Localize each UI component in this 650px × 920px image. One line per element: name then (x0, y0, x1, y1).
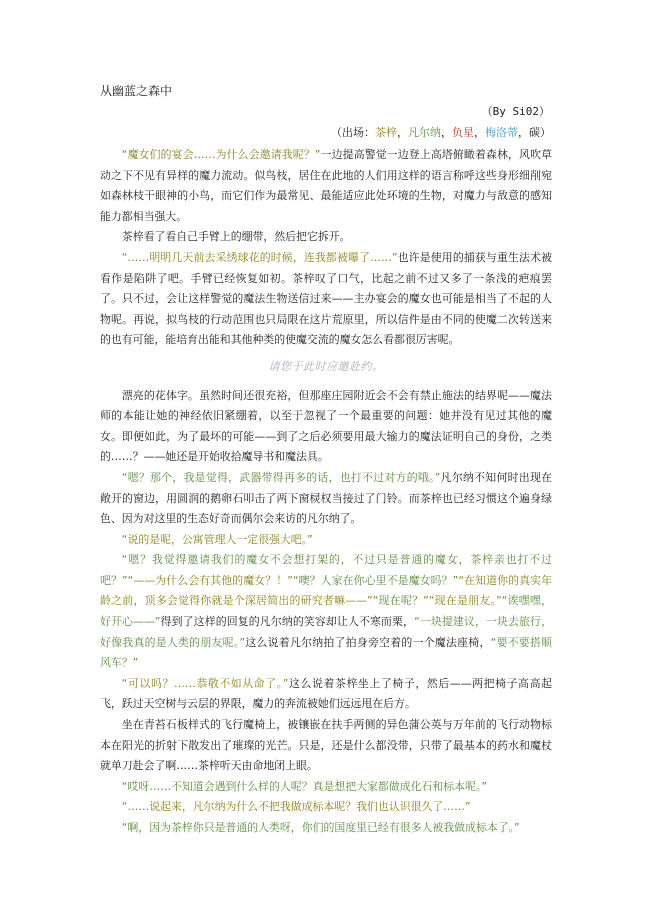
invitation-script-line: 请您于此时应邀赴约。 (268, 359, 384, 373)
dialogue-fuerna: “嗯？那个，我是觉得，武器带得再多的话，也打不过对方的哦。” (121, 470, 441, 484)
dialogue-chazi: “……明明几天前去采绣球花的时候，连我都被曝了……” (121, 250, 398, 264)
cast-chazi: 茶梓 (375, 126, 397, 139)
cast-meiluodi: 梅洛蒂 (485, 126, 518, 139)
narration: 一边提高警觉一边登上高塔俯瞰着森林，风吹草动之下不见有异样的魔力流动。似鸟枝，居住在此地的人们用这样的语言称呼这些身形细削宛如森林枝干眼神的小鸟，而它们作为最常见、最能适应此处环境的生物，对魔力与敌意的感知能力都相当强大。 (100, 148, 552, 223)
narration: 得到了这样的回复的凡尔纳的笑容却让人不寒而栗， (160, 615, 415, 629)
narration: 也许是使用的捕获与重生法术被看作是陷阱了吧。手臂已经恢复如初。茶梓叹了口气，比起之前不过又多了一条浅的疤痕罢了。只不过，会让这样警觉的魔法生物送信过来——主办宴会的魔女也可能是相当了不起的人物呢。再说，拟鸟枝的行动范围也只局限在这片荒原里，所以信件是由不同的使魔二次转送来的也有可能，能培育出能和其他种类的使魔交流的魔女怎么看都很厉害呢。 (100, 250, 552, 347)
paragraph (100, 674, 552, 715)
paragraph (100, 248, 552, 351)
paragraph (100, 550, 552, 674)
paragraph (100, 145, 552, 227)
dialogue-chazi: “可以吗？……恭敬不如从命了。” (121, 676, 289, 690)
cast-prefix: （出场： (331, 126, 375, 139)
story-title: 从幽蓝之森中 (100, 84, 173, 98)
dialogue-chazi: “——为什么会有其他的魔女？！” (127, 573, 293, 587)
paragraph: 茶梓看了看自己手臂上的绷带，然后把它拆开。 (121, 230, 351, 244)
dialogue-fuerna: “现在呢？” (372, 594, 429, 608)
dialogue-chazi: “……说起来，凡尔纳为什么不把我做成标本呢？我们也认识很久了……” (121, 800, 471, 814)
cast-suffix: ） (540, 126, 551, 139)
dialogue-fuerna: “一块提建议，一块去旅行，好像我真的是人类的朋友呢。” (100, 615, 552, 649)
paragraph: 坐在青苔石板样式的飞行魔椅上，被镶嵌在扶手两侧的异色蒲公英与万年前的飞行动物标本在阳光的折射下散发出了璀璨的光芒。只是，还是什么都没带，只带了最基本的药水和魔杖就单刀赴会了啊……茶梓听天由命地闭上眼。 (100, 718, 552, 773)
narration: 凡尔纳不知何时出现在敞开的窗边，用圆润的鹅卵石叩击了两下窗棂权当接过了门铃。而茶梓也已经习惯这个遍身绿色、因为对这里的生态好奇而偶尔会来访的凡尔纳了。 (100, 470, 552, 526)
dialogue-fuerna: “要不要搭顺风车？” (100, 635, 552, 670)
dialogue-chazi: “魔女们的宴会……为什么会邀请我呢？” (121, 148, 321, 161)
author-byline: （By Si02） (481, 105, 550, 118)
dialogue-chazi: “在知道你的真实年龄之前，顶多会觉得你就是个深居简出的研究者嘛——” (100, 573, 552, 608)
cast-fuxing: 负星 (452, 126, 474, 139)
cast-list: （出场：茶梓，凡尔纳，负星，梅洛蒂，碳） (331, 126, 551, 139)
dialogue-chazi: “现在是朋友。” (428, 594, 502, 608)
dialogue-fuerna: “诶嘿嘿，好开心——” (100, 594, 552, 629)
cast-fuerna: 凡尔纳 (408, 126, 441, 139)
narration: 这么说着凡尔纳拍了拍身旁空着的一个魔法座椅， (245, 635, 491, 649)
dialogue-chazi: “说的是呢，公寓管理人一定很强大吧。” (121, 532, 313, 546)
narration: 这么说着茶梓坐上了椅子，然后——两把椅子高高起飞，跃过天空树与云层的界限，魔力的奔流被她们远远甩在后方。 (100, 676, 552, 711)
dialogue-fuerna: “噢？人家在你心里不是魔女吗？” (292, 573, 459, 587)
paragraph: 漂亮的花体字。虽然时间还很充裕，但那座庄园附近会不会有禁止施法的结界呢——魔法师的本能让她的神经依旧紧绷着，以至于忽视了一个最重要的问题：她并没有见过其他的魔女。即便如此，为了最坏的可能——到了之后必须要用最大输力的魔法证明自己的身份，之类的……？——她还是开始收拾魔导书和魔法具。 (100, 388, 552, 464)
dialogue-fuerna: “啊，因为茶梓你只是普通的人类呀，你们的国度里已经有很多人被我做成标本了。” (121, 821, 520, 834)
story-body (100, 145, 552, 839)
cast-tan: 碳 (529, 126, 540, 139)
dialogue-fuerna: “哎呀……不知道会遇到什么样的人呢？真是想把大家都做成化石和标本呢。” (121, 779, 488, 793)
paragraph (100, 468, 552, 530)
dialogue-fuerna: “嗯？我觉得邀请我们的魔女不会想打架的，不过只是普通的魔女，茶梓亲也打不过吧？” (100, 553, 552, 587)
